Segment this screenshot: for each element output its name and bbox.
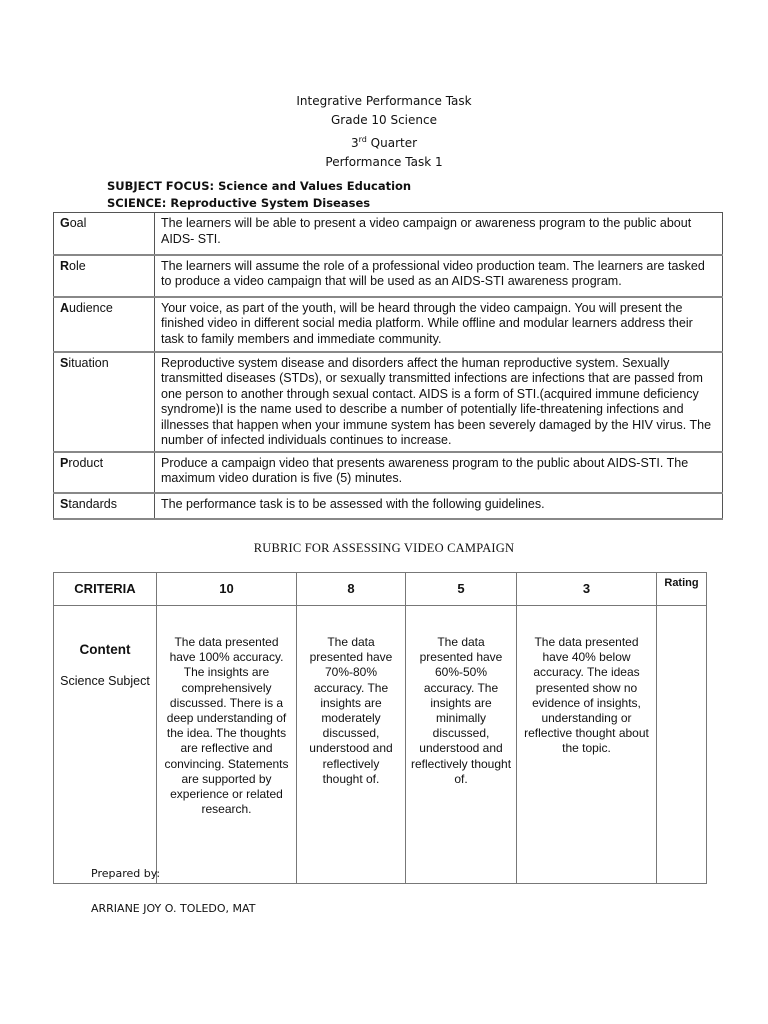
header-task: Performance Task 1 [325, 155, 443, 169]
rubric-row [54, 606, 707, 884]
prepared-by-label: Prepared by: [91, 867, 161, 880]
rubric-header-score: 5 [406, 573, 517, 606]
grasps-label: Situation [54, 352, 155, 452]
rubric-cell: The data presented have 40% below accuracy. The ideas presented show no evidence of insights, understanding or reflective thought about the topic. [517, 606, 657, 884]
rubric-rating-cell [657, 606, 707, 884]
grasps-row [54, 213, 723, 255]
grasps-row [54, 352, 723, 452]
header-quarter: 3rd Quarter [350, 135, 418, 150]
header-grade: Grade 10 Science [330, 113, 437, 127]
rubric-header-rating: Rating [657, 573, 707, 606]
grasps-label: Standards [54, 493, 155, 519]
rubric-header-row [54, 573, 707, 606]
criteria-title: Content [79, 642, 131, 657]
rubric-cell: The data presented have 60%-50% accuracy. The insights are minimally discussed, understood and reflectively thought of. [406, 606, 517, 884]
rubric-header-criteria: CRITERIA [54, 573, 157, 606]
grasps-row [54, 255, 723, 297]
document-header [0, 92, 768, 172]
grasps-label: Audience [54, 297, 155, 352]
grasps-text: The performance task is to be assessed with the following guidelines. [155, 493, 723, 519]
subject-focus: SUBJECT FOCUS: Science and Values Education [107, 179, 412, 193]
grasps-label: Product [54, 452, 155, 493]
criteria-subtitle: Science Subject [60, 674, 150, 689]
grasps-label: Goal [54, 213, 155, 255]
grasps-row [54, 452, 723, 493]
header-title: Integrative Performance Task [296, 94, 472, 108]
grasps-text: Produce a campaign video that presents awareness program to the public about AIDS-STI. The maximum video duration is five (5) minutes. [155, 452, 723, 493]
rubric-cell: The data presented have 100% accuracy. The insights are comprehensively discussed. There is a deep understanding of the idea. The thoughts are reflective and convincing. Statements are supported by experience or related research. [157, 606, 297, 884]
grasps-row [54, 297, 723, 352]
rubric-table [53, 572, 707, 884]
grasps-text: Reproductive system disease and disorders affect the human reproductive system. Sexually transmitted diseases (STDs), or sexually transmitted infections are infections that are passed from one person to another through sexual contact. AIDS is a form of STI.(acquired immune deficiency syndrome)I is the name used to describe a number of potentially life-threatening infections and illnesses that happen when your immune system has been severely damaged by the HIV virus. The number of infected individuals continues to increase. [155, 352, 723, 452]
grasps-table [53, 212, 723, 520]
rubric-header-score: 3 [517, 573, 657, 606]
rubric-cell: The data presented have 70%-80% accuracy. The insights are moderately discussed, understood and reflectively thought of. [297, 606, 406, 884]
grasps-label: Role [54, 255, 155, 297]
rubric-title: RUBRIC FOR ASSESSING VIDEO CAMPAIGN [253, 541, 515, 555]
grasps-row [54, 493, 723, 519]
science-topic: SCIENCE: Reproductive System Diseases [107, 196, 371, 210]
grasps-text: Your voice, as part of the youth, will be heard through the video campaign. You will present the finished video in different social media platform. While offline and modular learners address their task to family members and immediate community. [155, 297, 723, 352]
preparer-name: ARRIANE JOY O. TOLEDO, MAT [91, 902, 256, 915]
rubric-header-score: 8 [297, 573, 406, 606]
rubric-header-score: 10 [157, 573, 297, 606]
grasps-text: The learners will be able to present a video campaign or awareness program to the public about AIDS- STI. [155, 213, 723, 255]
rubric-criteria-cell [54, 606, 157, 884]
grasps-text: The learners will assume the role of a professional video production team. The learners are tasked to produce a video campaign that will be used as an AIDS-STI awareness program. [155, 255, 723, 297]
